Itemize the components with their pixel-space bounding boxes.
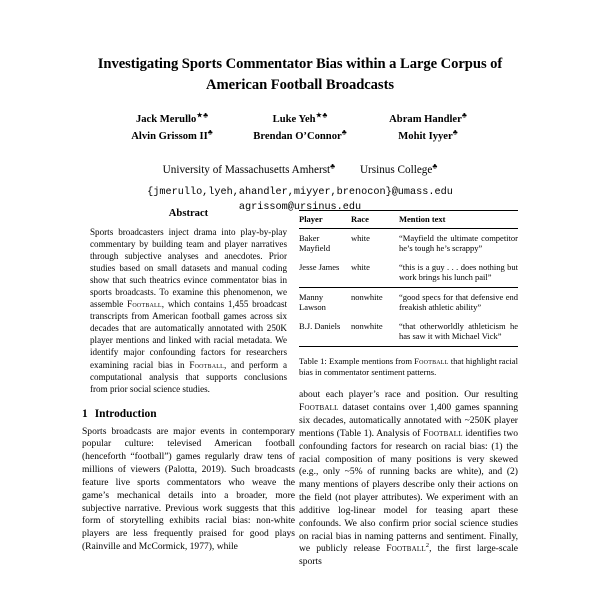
right-column — [299, 208, 518, 569]
author-affiliation-mark: ♣ — [341, 127, 347, 137]
right-column-paragraph: about each player’s race and position. Our resulting Football dataset contains over 1,400 games spanning six decades, automatically annotated with ~250K player mentions (Table 1). Analysis of Football identifies two confounding factors for research on racial bias: (1) the racial composition of many positions is very skewed (e.g., only ~5% of running backs are white), and (2) many mentions of players describe only their actions on the field (not player attributes). We experiment with an additive log-linear model for teasing apart these confounds. We also confirm prior social science studies on racial bias in naming patterns and sentiment. Finally, we publicly release Football$^2$, the first large-scale sports — [299, 389, 518, 568]
author-name: Mohit Iyyer — [398, 130, 453, 142]
corpus-name: Football — [386, 543, 426, 555]
author — [364, 129, 492, 145]
author — [364, 112, 492, 128]
corpus-name: Football — [423, 427, 463, 439]
affiliation-name: University of Massachusetts Amherst — [162, 164, 331, 177]
affiliation — [163, 162, 335, 179]
author-name: Alvin Grissom II — [131, 130, 208, 142]
author — [236, 129, 364, 145]
author-name: Brendan O’Connor — [253, 130, 342, 142]
column-header-race: Race — [351, 211, 399, 229]
section-title: Introduction — [94, 407, 157, 420]
table-header — [299, 211, 518, 229]
column-header-player: Player — [299, 211, 351, 229]
cell-mention-text: “that otherworldly athleticism he has saw it with Michael Vick” — [399, 317, 518, 347]
corpus-name: Football — [127, 299, 162, 310]
table-header-row — [299, 211, 518, 229]
section-number: 1 — [82, 407, 88, 420]
cell-player: B.J. Daniels — [299, 317, 351, 347]
author-affiliation-mark: ★♣ — [196, 110, 209, 120]
table-caption — [299, 356, 518, 379]
cell-player: Jesse James — [299, 261, 340, 272]
author-name: Luke Yeh — [272, 114, 316, 126]
footnote-marker: 2 — [425, 542, 430, 550]
corpus-name: Football — [414, 355, 449, 366]
example-mentions-table — [299, 210, 518, 347]
affiliation-mark: ♣ — [432, 161, 438, 171]
corpus-name: Football — [189, 359, 224, 370]
body-columns — [0, 208, 600, 569]
cell-mention-text: “good specs for that defensive end freakish athletic ability” — [399, 287, 518, 317]
cell-player: Baker Mayfield — [299, 232, 331, 254]
cell-mention-text: “this is a guy . . . does nothing but work brings his lunch pail” — [399, 261, 518, 283]
cell-race: nonwhite — [351, 317, 399, 347]
author-affiliation-mark: ★♣ — [315, 110, 328, 120]
affiliation-name: Ursinus College — [359, 164, 433, 177]
table-row — [299, 287, 518, 317]
affiliation — [360, 162, 437, 179]
page-title: Investigating Sports Commentator Bias within a Large Corpus of American Football Broadcasts — [97, 56, 503, 93]
email-line: agrissom@ursinus.edu — [238, 201, 362, 213]
abstract-heading: Abstract — [168, 208, 209, 219]
author-row — [0, 112, 600, 128]
affiliation-list — [0, 162, 600, 179]
left-column — [82, 208, 295, 569]
author-row — [0, 129, 600, 145]
table-row — [299, 317, 518, 347]
email-line: {jmerullo,lyeh,ahandler,miyyer,brenocon}@umass.edu — [147, 187, 453, 199]
table-row — [299, 258, 518, 288]
author-name: Jack Merullo — [135, 114, 197, 126]
cell-player: Manny Lawson — [299, 287, 351, 317]
cell-race: white — [351, 232, 370, 243]
author-affiliation-mark: ♣ — [207, 127, 213, 137]
abstract-text — [82, 226, 295, 395]
abstract-paragraph: Sports broadcasters inject drama into play-by-play commentary by building team and player narratives through subjective analyses and anecdotes. Prior studies based on small datasets and manual coding show that such theatrics evince commentator bias in sports broadcasts. To examine this phenomenon, we assemble Football, which contains 1,455 broadcast transcripts from American football games across six decades that are automatically annotated with 250K player mentions and linked with racial metadata. We identify major confounding factors for researchers examining racial bias in Football, and perform a computational analysis that supports conclusions from prior social science studies. — [90, 227, 288, 394]
author-affiliation-mark: ♣ — [461, 110, 467, 120]
corpus-name: Football — [299, 402, 339, 414]
author-list — [0, 112, 600, 145]
table-body — [299, 228, 518, 346]
affiliation-mark: ♣ — [330, 161, 336, 171]
author-name: Abram Handler — [389, 114, 462, 126]
introduction-text — [82, 426, 295, 554]
author — [108, 112, 236, 128]
cell-race: nonwhite — [351, 287, 399, 317]
cell-mention-text: “Mayfield the ultimate competitor he’s tough he’s scrappy” — [399, 232, 518, 254]
author — [108, 129, 236, 145]
author-affiliation-mark: ♣ — [452, 127, 458, 137]
cell-race: white — [351, 261, 370, 272]
column-header-mention-text: Mention text — [399, 211, 518, 229]
table-row — [299, 228, 518, 258]
right-column-text — [299, 389, 518, 569]
table-caption-text: Table 1: Example mentions from Football that highlight racial bias in commentator sentiment patterns. — [299, 355, 518, 378]
introduction-heading — [82, 408, 295, 420]
introduction-paragraph: Sports broadcasts are major events in contemporary popular culture: televised American football (henceforth “football”) games regularly draw tens of millions of viewers (Palotta, 2019). Such broadcasts feature live sports commentators who weave the game’s mechanical details into a broader, more subjective narrative. Previous work suggests that this form of storytelling exhibits racial bias: non-white players are less frequently praised for good plays (Rainville and McCormick, 1977), while — [82, 425, 295, 553]
